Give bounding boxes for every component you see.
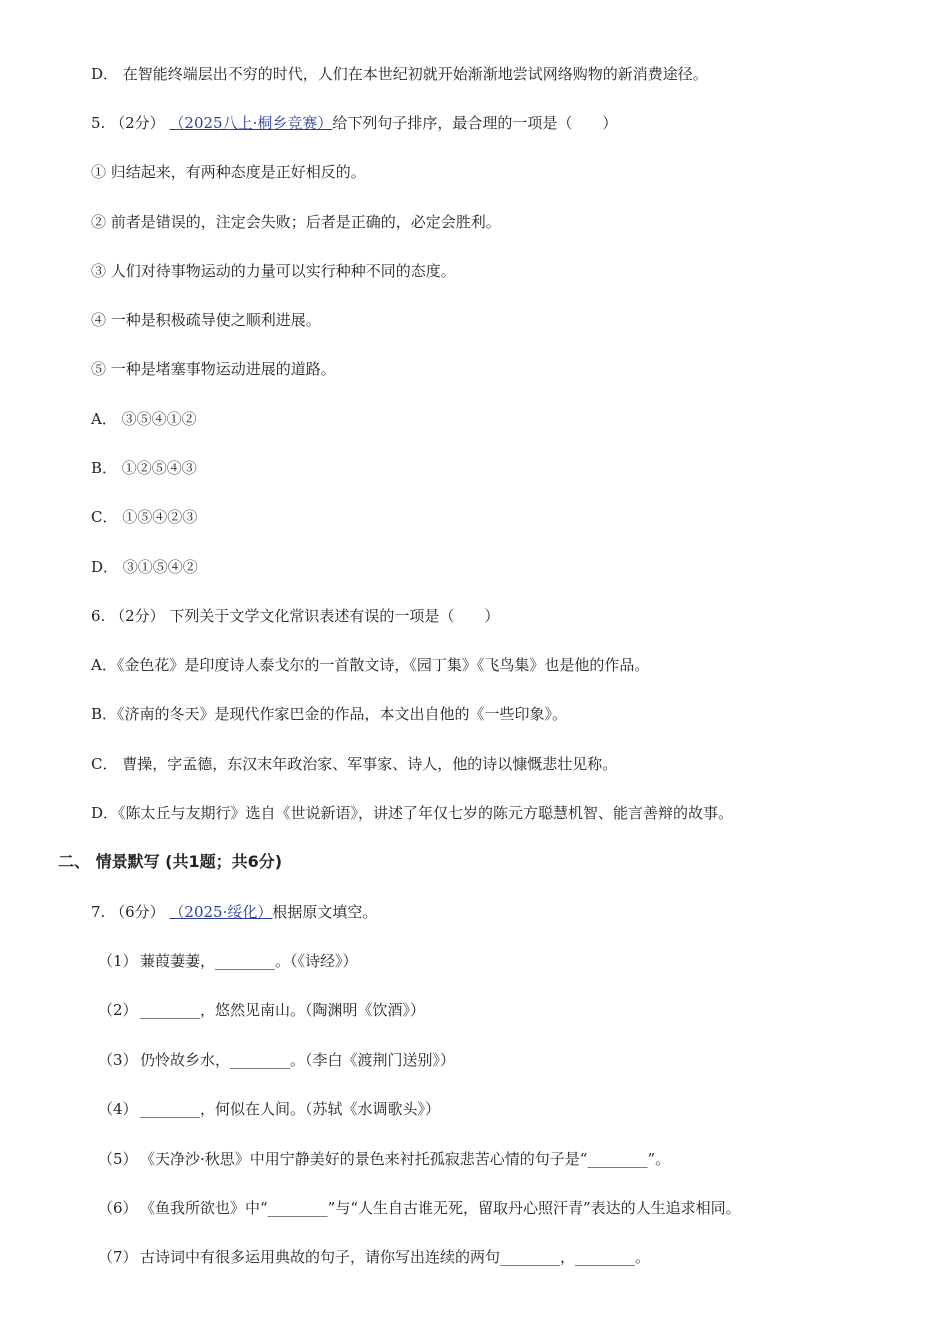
q7-item-1 [98,951,358,971]
question-7 [91,902,377,922]
q7-item-text[interactable]: ________，何似在人间。（苏轼《水调歌头》） [140,1100,441,1118]
q6-option-c[interactable]: C． 曹操，字孟德，东汉末年政治家、军事家、诗人，他的诗以慷慨悲壮见称。 [91,755,618,773]
q5-option-a[interactable]: A． ③⑤④①② [91,410,197,428]
q7-item-text[interactable]: 仍怜故乡水，________。（李白《渡荆门送别》） [140,1051,456,1069]
q7-item-3 [98,1050,455,1070]
q7-source-link[interactable]: （2025·绥化） [169,903,273,921]
q7-item-number: （3） [98,1051,138,1069]
q7-item-7 [98,1247,650,1267]
q5-option-c[interactable]: C． ①⑤④②③ [91,508,198,526]
q5-sentence-4: ④ 一种是积极疏导使之顺利进展。 [91,311,321,329]
q5-sentence-1: ① 归结起来，有两种态度是正好相反的。 [91,163,366,181]
q7-prefix: 7. （6分） [91,903,170,921]
q4-option-d: D． 在智能终端层出不穷的时代，人们在本世纪初就开始渐渐地尝试网络购物的新消费途径。 [91,65,708,83]
q5-option-d[interactable]: D． ③①⑤④② [91,558,198,576]
q7-item-number: （4） [98,1100,138,1118]
q7-item-6 [98,1198,741,1218]
q7-item-text[interactable]: ________，悠然见南山。（陶渊明《饮酒》） [140,1001,426,1019]
q5-stem: 给下列句子排序，最合理的一项是（ ） [332,114,618,132]
q6-option-d[interactable]: D．《陈太丘与友期行》选自《世说新语》，讲述了年仅七岁的陈元方聪慧机智、能言善辩的故事。 [91,804,734,822]
q7-item-number: （6） [98,1199,138,1217]
section-heading: 二、 情景默写 (共1题；共6分) [58,852,283,871]
q7-item-4 [98,1099,440,1119]
q5-sentence-3: ③ 人们对待事物运动的力量可以实行种种不同的态度。 [91,262,456,280]
q7-item-text[interactable]: 《天净沙·秋思》中用宁静美好的景色来衬托孤寂悲苦心情的句子是“________”。 [140,1150,671,1168]
q5-option-b[interactable]: B． ①②⑤④③ [91,459,197,477]
q7-item-text[interactable]: 蒹葭萋萋，________。（《诗经》） [140,952,358,970]
q7-stem: 根据原文填空。 [272,903,378,921]
q7-item-5 [98,1149,670,1169]
q5-sentence-2: ② 前者是错误的，注定会失败；后者是正确的，必定会胜利。 [91,213,501,231]
q5-prefix: 5. （2分） [91,114,170,132]
q6-option-b[interactable]: B．《济南的冬天》是现代作家巴金的作品，本文出自他的《一些印象》。 [91,705,568,723]
q7-item-2 [98,1000,425,1020]
q7-item-number: （5） [98,1150,138,1168]
q7-item-text[interactable]: 古诗词中有很多运用典故的句子，请你写出连续的两句________，________。 [140,1248,651,1266]
q7-item-number: （1） [98,952,138,970]
q7-item-text[interactable]: 《鱼我所欲也》中“________”与“人生自古谁无死，留取丹心照汗青”表达的人生追求相同。 [140,1199,741,1217]
q6-option-a[interactable]: A．《金色花》是印度诗人泰戈尔的一首散文诗，《园丁集》《飞鸟集》也是他的作品。 [91,656,650,674]
question-6: 6. （2分） 下列关于文学文化常识表述有误的一项是（ ） [91,607,500,625]
q5-sentence-5: ⑤ 一种是堵塞事物运动进展的道路。 [91,360,336,378]
q7-item-number: （2） [98,1001,138,1019]
question-5 [91,113,617,133]
q5-source-link[interactable]: （2025八上·桐乡竞赛） [169,114,333,132]
q7-item-number: （7） [98,1248,138,1266]
